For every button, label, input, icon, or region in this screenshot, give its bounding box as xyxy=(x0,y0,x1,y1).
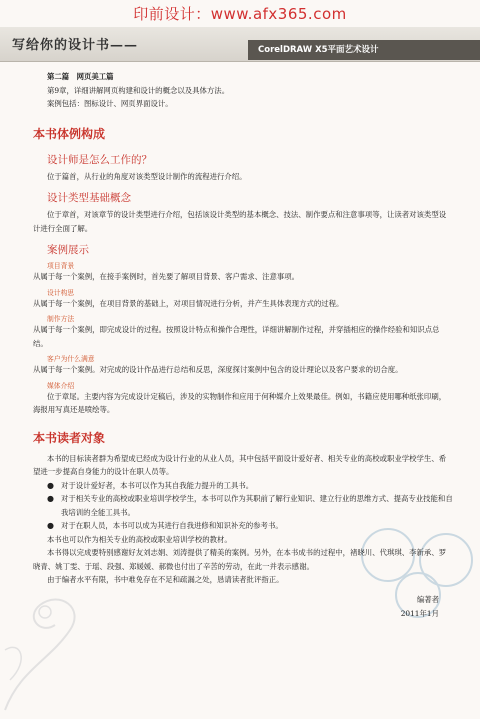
bullet-text: 对于设计爱好者，本书可以作为其自我能力提升的工具书。 xyxy=(61,480,254,490)
label-production-method: 制作方法 xyxy=(47,315,75,323)
bullet-text: 对于相关专业的高校或职业培训学校学生，本书可以作为其职前了解行业知识、建立行业的思维方式、提高专业技能和自我培训的全能工具书。 xyxy=(61,494,453,517)
page-header xyxy=(0,27,480,62)
header-book-title: CorelDRAW X5平面艺术设计 xyxy=(248,40,480,60)
closing-note: 由于编者水平有限，书中难免存在不足和疏漏之处，恳请读者批评指正。 xyxy=(47,575,284,584)
signature: 编著者 xyxy=(416,594,439,604)
workflow-text: 位于篇首，从行业的角度对该类型设计制作的流程进行介绍。 xyxy=(47,171,247,181)
bullet-dot: ● xyxy=(47,480,54,490)
structure-heading: 本书体例构成 xyxy=(33,126,106,141)
watermark-text: 印前设计：www.afx365.com xyxy=(133,5,347,23)
signature-date: 2011年1月 xyxy=(400,608,439,618)
reader-bullet xyxy=(33,519,453,533)
case-showcase-subheading: 案例展示 xyxy=(47,244,89,256)
chapter-9-description: 第9章，详细讲解网页构建和设计的概念以及具体方法。 xyxy=(47,85,230,95)
label-client-satisfaction: 客户为什么满意 xyxy=(47,355,95,363)
text-design-concept: 从属于每一个案例，在项目背景的基础上，对项目情况进行分析，并产生具体表现方式的过程。 xyxy=(33,298,344,308)
textbook-note: 本书也可以作为相关专业的高校或职业培训学校的教材。 xyxy=(47,534,232,544)
part-heading: 第二篇 网页美工篇 xyxy=(47,72,114,81)
bullet-dot: ● xyxy=(47,521,54,530)
text-media-intro: 位于章尾。主要内容为完成设计定稿后，涉及的实物制作和应用于何种媒介上效果最佳。例如，书籍应使用哪种纸张印刷，海报用写真还是喷绘等。 xyxy=(33,391,447,414)
acknowledgements: 本书得以完成要特别感谢好友刘志娟、刘涛提供了精美的案例。另外，在本书成书的过程中，褚晓川、代琪琪、李新承、罗晓青、姚丁雯、于瑶、段强、郑媛媛、郝微也付出了辛苦的劳动，在此一并表示感谢。 xyxy=(33,548,447,571)
header-series-title: 写给你的设计书—— xyxy=(12,38,139,53)
chapter-9-cases: 案例包括：图标设计、网页界面设计。 xyxy=(47,99,173,108)
label-media-intro: 媒体介绍 xyxy=(47,381,75,390)
text-client-satisfaction: 从属于每一个案例。对完成的设计作品进行总结和反思，深度探讨案例中包含的设计理论以及客户要求的切合度。 xyxy=(33,365,403,374)
reader-bullet xyxy=(33,479,453,493)
bullet-text: 对于在职人员，本书可以成为其进行自我进修和知识补充的参考书。 xyxy=(61,521,283,530)
label-project-background: 项目背景 xyxy=(47,262,75,270)
reader-bullet xyxy=(33,492,453,519)
label-design-concept: 设计构思 xyxy=(47,288,75,297)
readers-heading: 本书读者对象 xyxy=(33,430,106,445)
page-content xyxy=(33,70,453,621)
text-project-background: 从属于每一个案例，在接手案例时，首先要了解项目背景、客户需求、注意事项。 xyxy=(33,272,300,281)
concepts-subheading: 设计类型基础概念 xyxy=(47,192,131,204)
readers-intro: 本书的目标读者群为希望成已经成为设计行业的从业人员，其中包括平面设计爱好者、相关专业的高校或职业学校学生、希望进一步提高自身能力的设计在职人员等。 xyxy=(33,453,447,476)
bullet-dot: ● xyxy=(47,494,54,503)
workflow-subheading: 设计师是怎么工作的？ xyxy=(47,153,152,166)
text-production-method: 从属于每一个案例，即完成设计的过程。按照设计特点和操作合理性，详细讲解制作过程，并穿插相应的操作经验和知识点总结。 xyxy=(33,325,440,348)
concepts-text: 位于章首，对该章节的设计类型进行介绍，包括该设计类型的基本概念、技法、制作要点和注意事项等，让读者对该类型设计进行全面了解。 xyxy=(33,210,447,233)
